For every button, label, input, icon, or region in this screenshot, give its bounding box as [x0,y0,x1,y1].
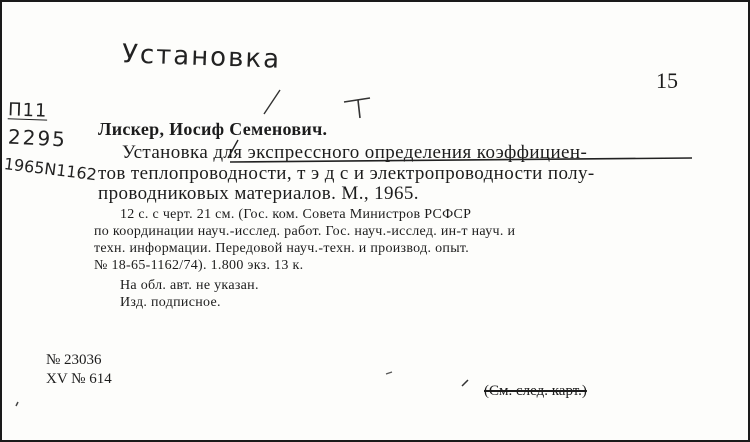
description-line-2: по координации науч.-исслед. работ. Гос. науч.-исслед. ин-т науч. и [94,224,516,239]
description-line-3: техн. информации. Передовой науч.-техн. и производ. опыт. [94,241,470,256]
pencil-tick-mark [462,380,468,386]
handwritten-code-1: П11 [7,99,48,122]
page-number: 15 [656,68,678,93]
registration-number: № 23036 [46,352,102,368]
handwritten-code-3: 1965N1162 [2,154,98,185]
series-number: XV № 614 [46,371,112,387]
title-line-1: Установка для экспрессного определения коэффициен- [122,142,588,163]
see-next-card-note: (См. след. карт.) [484,383,587,399]
author-heading: Лискер, Иосиф Семенович. [98,119,328,139]
note-line-2: Изд. подписное. [120,295,221,310]
pencil-dot-mark [386,372,392,374]
handwritten-title: Установка [121,39,282,75]
note-line-1: На обл. авт. не указан. [120,278,259,293]
handwritten-code-2: 2295 [7,124,68,152]
pencil-t-mark [344,98,370,118]
title-line-2: тов теплопроводности, т э д с и электропроводности полу- [98,163,595,184]
pencil-corner-mark [16,402,18,406]
title-line-3: проводниковых материалов. М., 1965. [98,183,419,204]
description-line-4: № 18-65-1162/74). 1.800 экз. 13 к. [94,258,304,273]
description-line-1: 12 с. с черт. 21 см. (Гос. ком. Совета Министров РСФСР [120,207,472,222]
pencil-slash-mark [264,90,280,114]
